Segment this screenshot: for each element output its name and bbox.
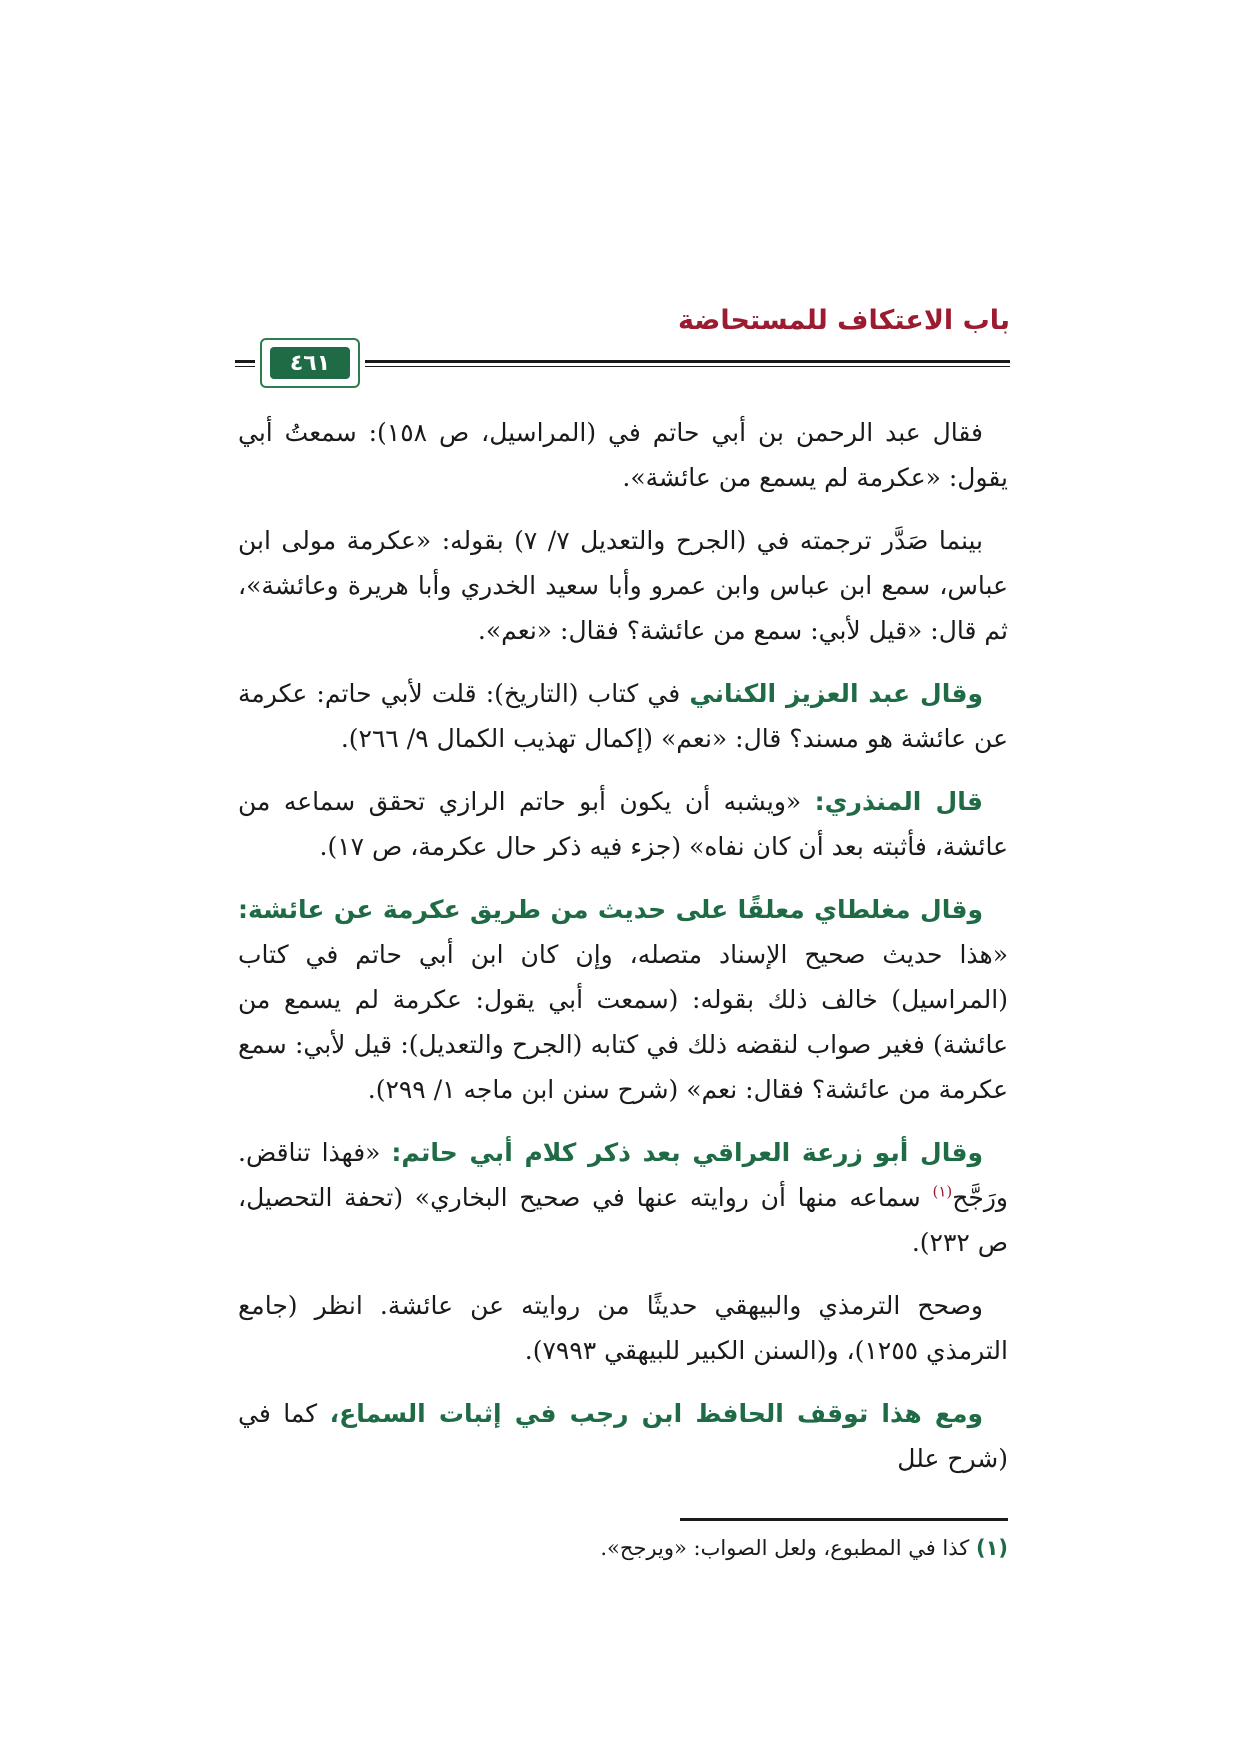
footnote-reference[interactable]: (١) [932,1182,953,1201]
footnote-text: كذا في المطبوع، ولعل الصواب: «ويرجح». [600,1536,976,1560]
header-rule-left [235,360,255,363]
page-content [238,410,1008,1499]
paragraph-4 [238,779,1008,869]
chapter-title: باب الاعتكاف للمستحاضة [677,305,1010,336]
paragraph-6-text-a: «فهذا تناقض. ورَجَّح [238,1138,1008,1212]
paragraph-5 [238,887,1008,1112]
header-rule-right-thin [365,366,1010,367]
paragraph-3-lead: وقال عبد العزيز الكناني [689,679,983,708]
paragraph-8-lead: ومع هذا توقف الحافظ ابن رجب في إثبات السماع، [329,1399,984,1428]
paragraph-8 [238,1391,1008,1481]
paragraph-4-lead: قال المنذري: [814,787,983,816]
paragraph-6 [238,1130,1008,1265]
page-number-badge [260,338,360,388]
paragraph-5-text: «هذا حديث صحيح الإسناد متصله، وإن كان ابن أبي حاتم في كتاب (المراسيل) خالف ذلك بقوله: (سمعت أبي يقول: عكرمة لم يسمع من عائشة) فغير صواب لنقضه ذلك في كتابه (الجرح والتعديل): قيل لأبي: سمع عكرمة من عائشة؟ فقال: نعم» (شرح سنن ابن ماجه ١/ ٢٩٩). [238,940,1008,1104]
paragraph-6-lead: وقال أبو زرعة العراقي بعد ذكر كلام أبي حاتم: [391,1138,983,1167]
paragraph-5-lead: وقال مغلطاي معلقًا على حديث من طريق عكرمة عن عائشة: [238,895,983,924]
page-number: ٤٦١ [270,347,350,379]
page-header [235,305,1010,385]
paragraph-2 [238,518,1008,653]
paragraph-4-text: «ويشبه أن يكون أبو حاتم الرازي تحقق سماعه من عائشة، فأثبته بعد أن كان نفاه» (جزء فيه ذكر حال عكرمة، ص ١٧). [238,787,1008,861]
header-rule-right [365,360,1010,363]
paragraph-8-text: كما في (شرح علل [238,1399,1008,1473]
paragraph-7-text: وصحح الترمذي والبيهقي حديثًا من روايته عن عائشة. انظر (جامع الترمذي ١٢٥٥)، و(السنن الكبير للبيهقي ٧٩٩٣). [238,1291,1008,1365]
paragraph-6-text-b: سماعه منها أن روايته عنها في صحيح البخاري» (تحفة التحصيل، ص ٢٣٢). [238,1183,1008,1257]
paragraph-3 [238,671,1008,761]
footnote [238,1530,1008,1566]
paragraph-3-text: في كتاب (التاريخ): قلت لأبي حاتم: عكرمة عن عائشة هو مسند؟ قال: «نعم» (إكمال تهذيب الكمال ٩/ ٢٦٦). [238,679,1008,753]
header-rule-left-thin [235,366,255,367]
paragraph-7 [238,1283,1008,1373]
paragraph-1-text: فقال عبد الرحمن بن أبي حاتم في (المراسيل، ص ١٥٨): سمعتُ أبي يقول: «عكرمة لم يسمع من عائشة». [238,418,1008,492]
paragraph-1 [238,410,1008,500]
paragraph-2-text: بينما صَدَّر ترجمته في (الجرح والتعديل ٧/ ٧) بقوله: «عكرمة مولى ابن عباس، سمع ابن عباس وابن عمرو وأبا سعيد الخدري وأبا هريرة وعائشة»، ثم قال: «قيل لأبي: سمع من عائشة؟ فقال: «نعم». [238,526,1008,645]
footnote-number: (١) [975,1536,1008,1560]
footnote-divider [680,1518,1008,1521]
